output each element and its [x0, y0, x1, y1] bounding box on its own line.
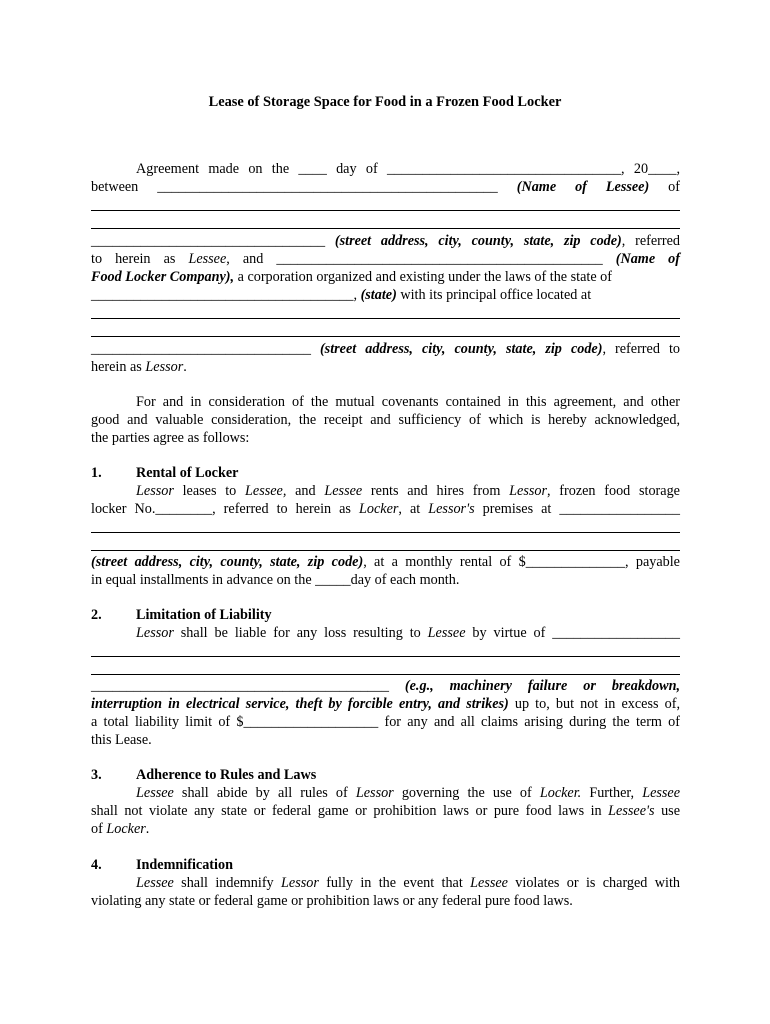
intro-line-5: Food Locker Company), a corporation organized and existing under the laws of the state of	[91, 269, 612, 285]
blank-line	[91, 336, 680, 337]
document-title: Lease of Storage Space for Food in a Frozen Food Locker	[208, 94, 562, 110]
section-4-line-1: Lessee shall indemnify Lessor fully in the event that Lessee violates or is charged with	[136, 875, 680, 891]
blank-line	[91, 550, 680, 551]
blank-line	[91, 318, 680, 319]
section-2-line-3: interruption in electrical service, theft by forcible entry, and strikes) up to, but not in excess of,	[91, 696, 680, 712]
intro-line-8: herein as Lessor.	[91, 359, 187, 375]
section-2-line-1: Lessor shall be liable for any loss resulting to Lessee by virtue of __________________	[136, 625, 680, 641]
intro-line-7: _______________________________ (street address, city, county, state, zip code), referred to	[91, 341, 680, 357]
blank-line	[91, 532, 680, 533]
blank-line	[91, 674, 680, 675]
consideration-line-1: For and in consideration of the mutual covenants contained in this agreement, and other	[136, 394, 680, 410]
blank-line	[91, 228, 680, 229]
section-1-line-3: (street address, city, county, state, zip code), at a monthly rental of $______________, payable	[91, 554, 680, 570]
intro-line-3: _________________________________ (street address, city, county, state, zip code), referred	[91, 233, 681, 249]
section-3-line-1: Lessee shall abide by all rules of Lessor governing the use of Locker. Further, Lessee	[136, 785, 681, 801]
intro-line-4: to herein as Lessee, and ______________________________________________ (Name of	[91, 251, 680, 267]
section-1-line-2: locker No.________, referred to herein as Locker, at Lessor's premises at _________________	[91, 501, 680, 517]
section-3-line-2: shall not violate any state or federal game or prohibition laws or pure food laws in Lessee's use	[91, 803, 680, 819]
section-2-line-4: a total liability limit of $___________________ for any and all claims arising during the term of	[91, 714, 680, 730]
section-heading: 3. Adherence to Rules and Laws	[91, 767, 317, 783]
section-heading: 4. Indemnification	[91, 857, 233, 873]
consideration-line-2: good and valuable consideration, the receipt and sufficiency of which is hereby acknowledged,	[91, 412, 680, 428]
section-2-line-2: __________________________________________ (e.g., machinery failure or breakdown,	[91, 678, 681, 694]
intro-line-2: between ________________________________________________ (Name of Lessee) of	[91, 179, 680, 195]
intro-line-1: Agreement made on the ____ day of _________________________________, 20____,	[136, 161, 680, 177]
section-3-line-3: of Locker.	[91, 821, 150, 837]
blank-line	[91, 656, 680, 657]
section-1-line-1: Lessor leases to Lessee, and Lessee rents and hires from Lessor, frozen food storage	[136, 483, 680, 499]
consideration-line-3: the parties agree as follows:	[91, 430, 250, 446]
section-heading: 1. Rental of Locker	[91, 465, 239, 481]
intro-line-6: _____________________________________, (state) with its principal office located at	[91, 287, 592, 303]
section-2-line-5: this Lease.	[91, 732, 152, 748]
section-heading: 2. Limitation of Liability	[91, 607, 272, 623]
section-1-line-4: in equal installments in advance on the _____day of each month.	[91, 572, 460, 588]
blank-line	[91, 210, 680, 211]
section-4-line-2: violating any state or federal game or prohibition laws or any federal pure food laws.	[91, 893, 573, 909]
